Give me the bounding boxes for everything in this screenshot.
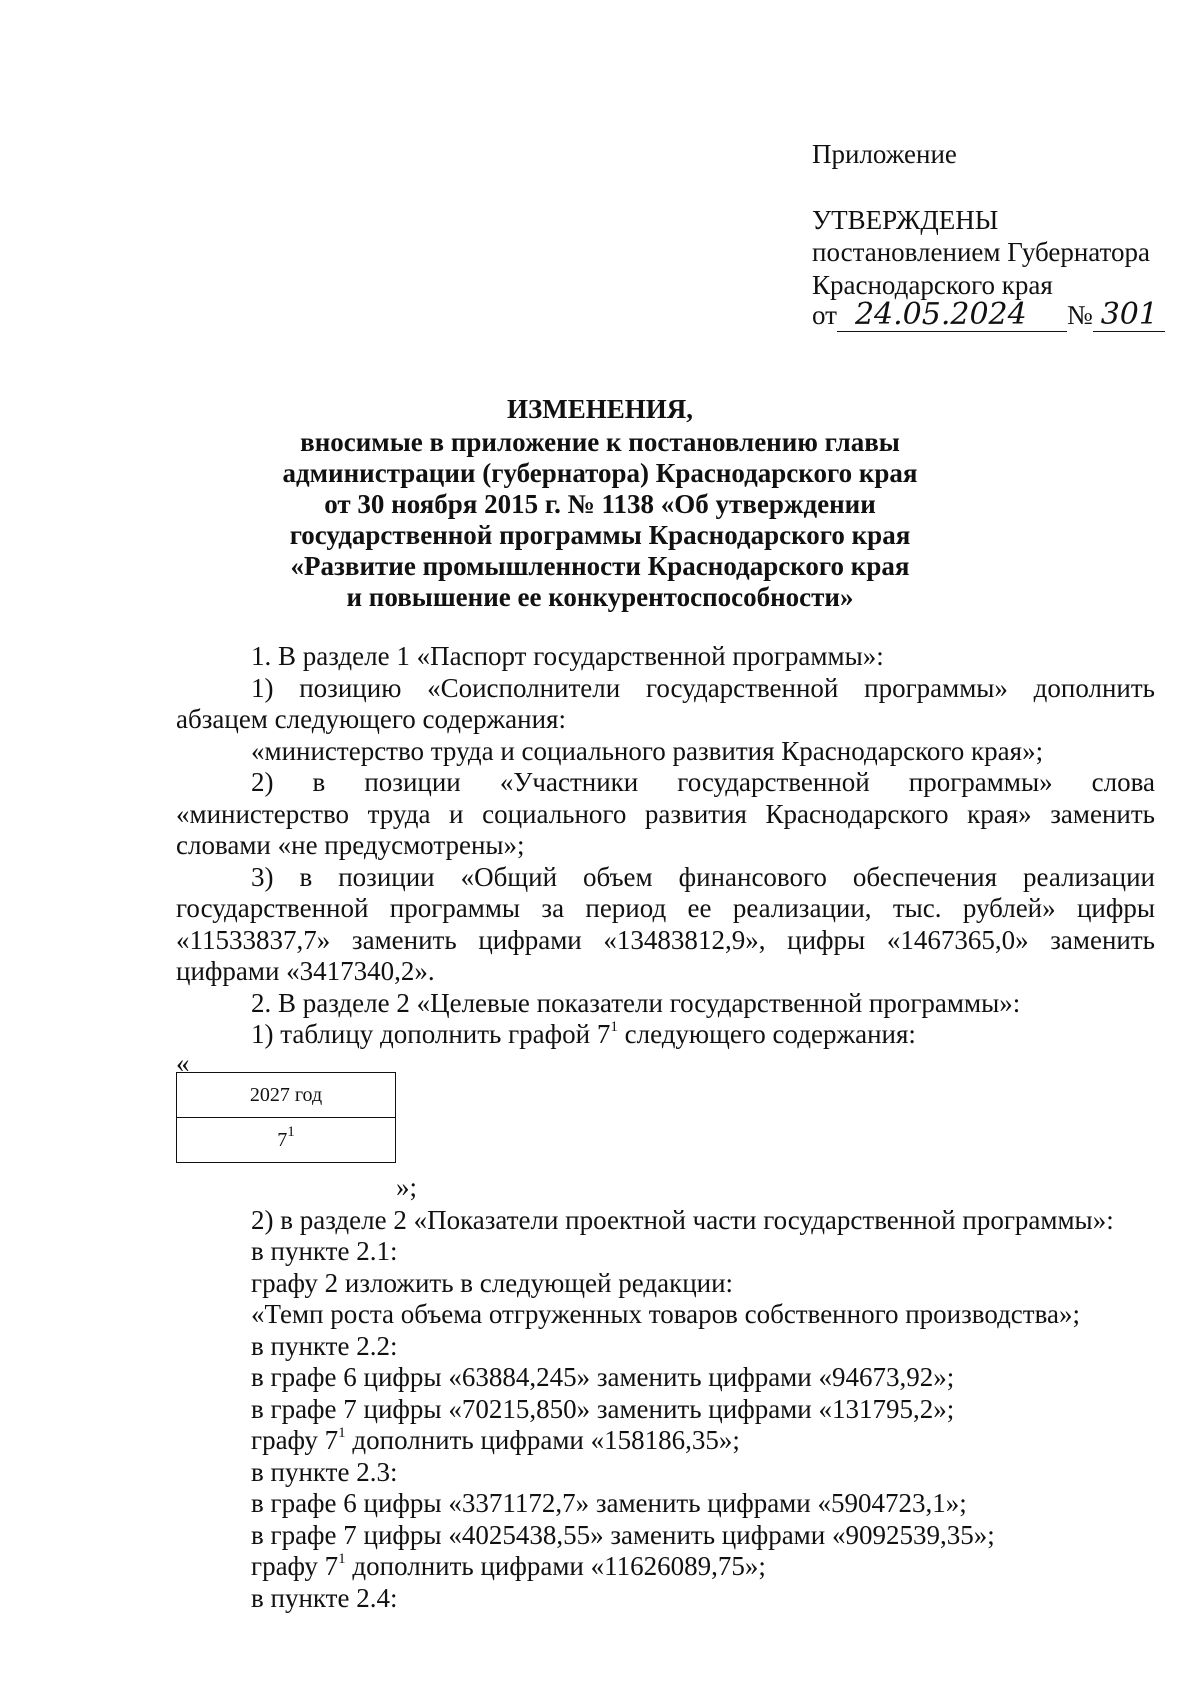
quote-open: « [176,1048,190,1078]
decree-label: постановлением Губернатора [812,237,1150,267]
item-1-3-line-4: цифрами «3417340,2». [176,956,435,986]
item-2-2: 2) в разделе 2 «Показатели проектной части государственной программы»: [251,1205,1114,1235]
clause-2-2: в пункте 2.2: [251,1331,398,1361]
table-header-cell: 2027 год [177,1073,396,1118]
item-1-3-line-2: государственной программы за период ее реализации, тыс. рублей» цифры [176,893,1155,923]
clause-2-2-line-a: в графе 6 цифры «63884,245» заменить цифрами «94673,92»; [251,1362,955,1392]
number-prefix: № [1066,300,1093,330]
section-1-heading: 1. В разделе 1 «Паспорт государственной программы»: [251,641,884,671]
document-title: ИЗМЕНЕНИЯ, [506,394,693,424]
clause-2-3-line-c: графу $7^1$ дополнить цифрами «11626089,75»; [251,1551,766,1581]
number-field [1093,297,1165,332]
column-addition-table [176,1072,396,1163]
item-1-2-line-1: 2) в позиции «Участники государственной программы» слова [251,767,1155,797]
clause-2-2-line-c: графу $7^1$ дополнить цифрами «158186,35»; [251,1425,740,1455]
title-line-4: государственной программы Краснодарского края [289,520,911,550]
clause-2-3-line-b: в графе 7 цифры «4025438,55» заменить цифрами «9092539,35»; [251,1520,995,1550]
clause-2-4: в пункте 2.4: [251,1583,398,1613]
clause-2-3-line-a: в графе 6 цифры «3371172,7» заменить цифрами «5904723,1»; [251,1488,967,1518]
date-field [837,297,1067,332]
date-prefix: от [812,300,837,330]
title-line-1: вносимые в приложение к постановлению главы [300,427,900,457]
title-line-5: «Развитие промышленности Краснодарского края [290,551,910,581]
item-1-3-line-3: «11533837,7» заменить цифрами «13483812,9», цифры «1467365,0» заменить [176,925,1155,955]
item-1-2-line-3: словами «не предусмотрены»; [176,830,525,860]
clause-2-2-line-b: в графе 7 цифры «70215,850» заменить цифрами «131795,2»; [251,1394,955,1424]
approved-label: УТВЕРЖДЕНЫ [812,205,999,235]
clause-2-1: в пункте 2.1: [251,1236,398,1266]
item-1-3-line-1: 3) в позиции «Общий объем финансового обеспечения реализации [251,862,1155,892]
region-label: Краснодарского края [812,270,1053,300]
clause-2-1-line-b: «Темп роста объема отгруженных товаров собственного производства»; [251,1299,1080,1329]
item-1-2-line-2: «министерство труда и социального развития Краснодарского края» заменить [176,799,1155,829]
clause-2-1-line-a: графу 2 изложить в следующей редакции: [251,1268,734,1298]
appendix-label: Приложение [812,139,957,169]
clause-2-3: в пункте 2.3: [251,1457,398,1487]
handwritten-number: 301 [1100,297,1158,332]
table-column-number-cell: $7^1$ [177,1118,396,1163]
title-line-3: от 30 ноября 2015 г. № 1138 «Об утверждении [324,489,876,519]
item-1-1-line-2: абзацем следующего содержания: [176,704,566,734]
title-line-2: администрации (губернатора) Краснодарского края [282,458,918,488]
item-1-1-line-1: 1) позицию «Соисполнители государственной программы» дополнить [251,673,1155,703]
handwritten-date: 24.05.2024 [854,297,1027,332]
item-2-1: 1) таблицу дополнить графой $7^1$ следующего содержания: [251,1019,916,1049]
title-line-6: и повышение ее конкурентоспособности» [346,582,854,612]
item-1-1-line-3: «министерство труда и социального развития Краснодарского края»; [251,736,1044,766]
quote-close: »; [396,1172,418,1202]
section-2-heading: 2. В разделе 2 «Целевые показатели государственной программы»: [251,988,1021,1018]
date-number-line [812,298,1165,332]
